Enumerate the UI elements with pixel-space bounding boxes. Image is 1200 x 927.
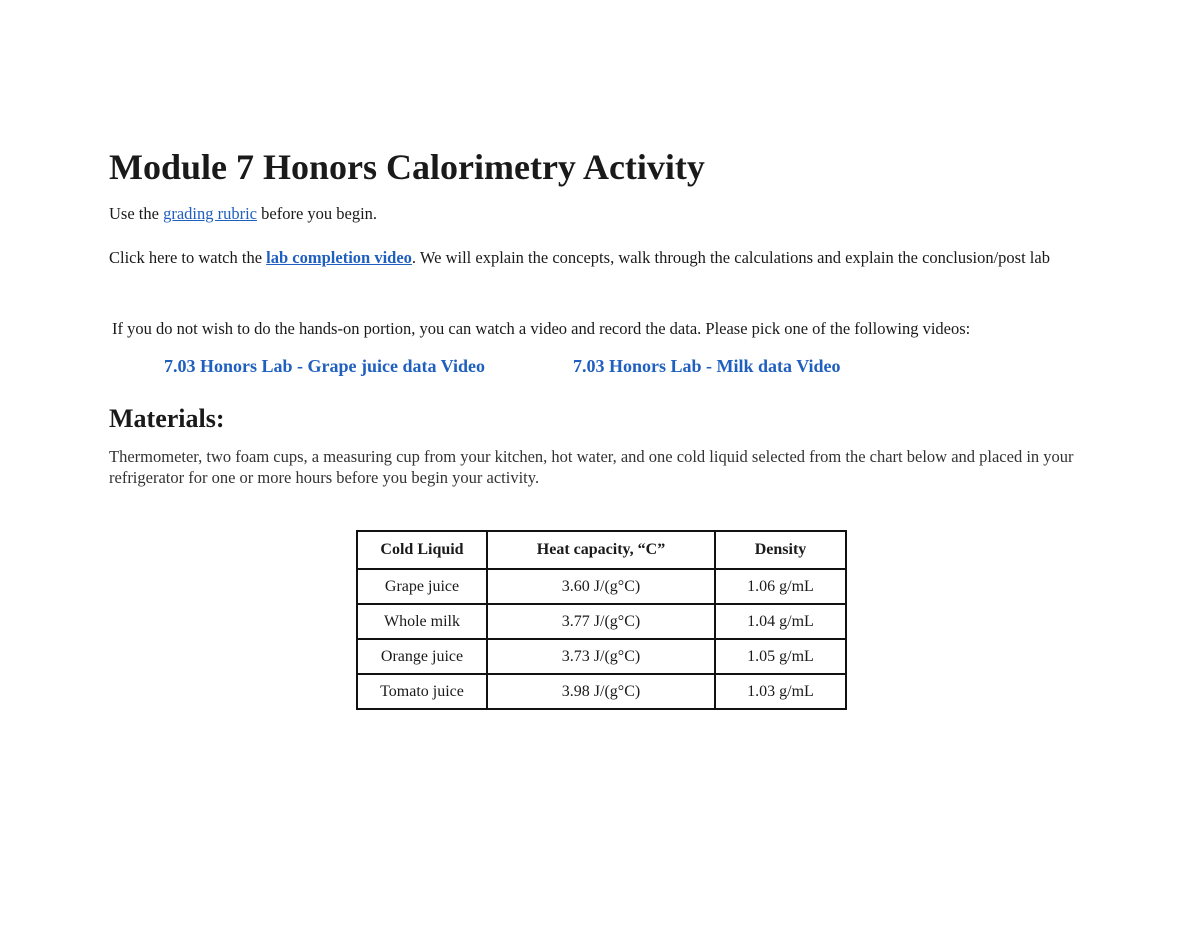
video-paragraph [109,246,1069,269]
milk-video-link[interactable]: 7.03 Honors Lab - Milk data Video [573,356,841,376]
table-row [357,569,846,604]
cell-heat-capacity: 3.73 J/(g°C) [487,639,715,674]
lab-completion-video-link[interactable]: lab completion video [266,248,412,267]
table-header-row [357,531,846,569]
rubric-prefix: Use the [109,204,164,223]
cell-liquid: Whole milk [357,604,487,639]
cell-heat-capacity: 3.98 J/(g°C) [487,674,715,709]
page-title: Module 7 Honors Calorimetry Activity [109,147,705,187]
video-suffix: . We will explain the concepts, walk through the calculations and explain the conclusion/post lab [411,248,1050,267]
cell-liquid: Orange juice [357,639,487,674]
materials-heading: Materials: [109,404,225,433]
table-row [357,674,846,709]
table-row [357,604,846,639]
cell-density: 1.04 g/mL [715,604,846,639]
liquids-table [356,530,847,710]
cell-heat-capacity: 3.77 J/(g°C) [487,604,715,639]
cell-density: 1.03 g/mL [715,674,846,709]
cell-density: 1.05 g/mL [715,639,846,674]
video-prefix: Click here to watch the [109,248,267,267]
rubric-suffix: before you begin. [257,204,378,223]
cell-density: 1.06 g/mL [715,569,846,604]
cell-liquid: Tomato juice [357,674,487,709]
rubric-paragraph [109,202,377,225]
materials-text: Thermometer, two foam cups, a measuring cup from your kitchen, hot water, and one cold liquid selected from the chart below and placed in your refrigerator for one or more hours before you begin your activity. [109,447,1074,487]
grape-juice-video-link[interactable]: 7.03 Honors Lab - Grape juice data Video [164,356,486,376]
table-row [357,639,846,674]
grading-rubric-link[interactable]: grading rubric [163,204,258,223]
handson-paragraph: If you do not wish to do the hands-on portion, you can watch a video and record the data. Please pick one of the following videos: [112,319,971,338]
header-density: Density [715,531,846,569]
cell-heat-capacity: 3.60 J/(g°C) [487,569,715,604]
header-cold-liquid: Cold Liquid [357,531,487,569]
cell-liquid: Grape juice [357,569,487,604]
header-heat-capacity: Heat capacity, “C” [487,531,715,569]
